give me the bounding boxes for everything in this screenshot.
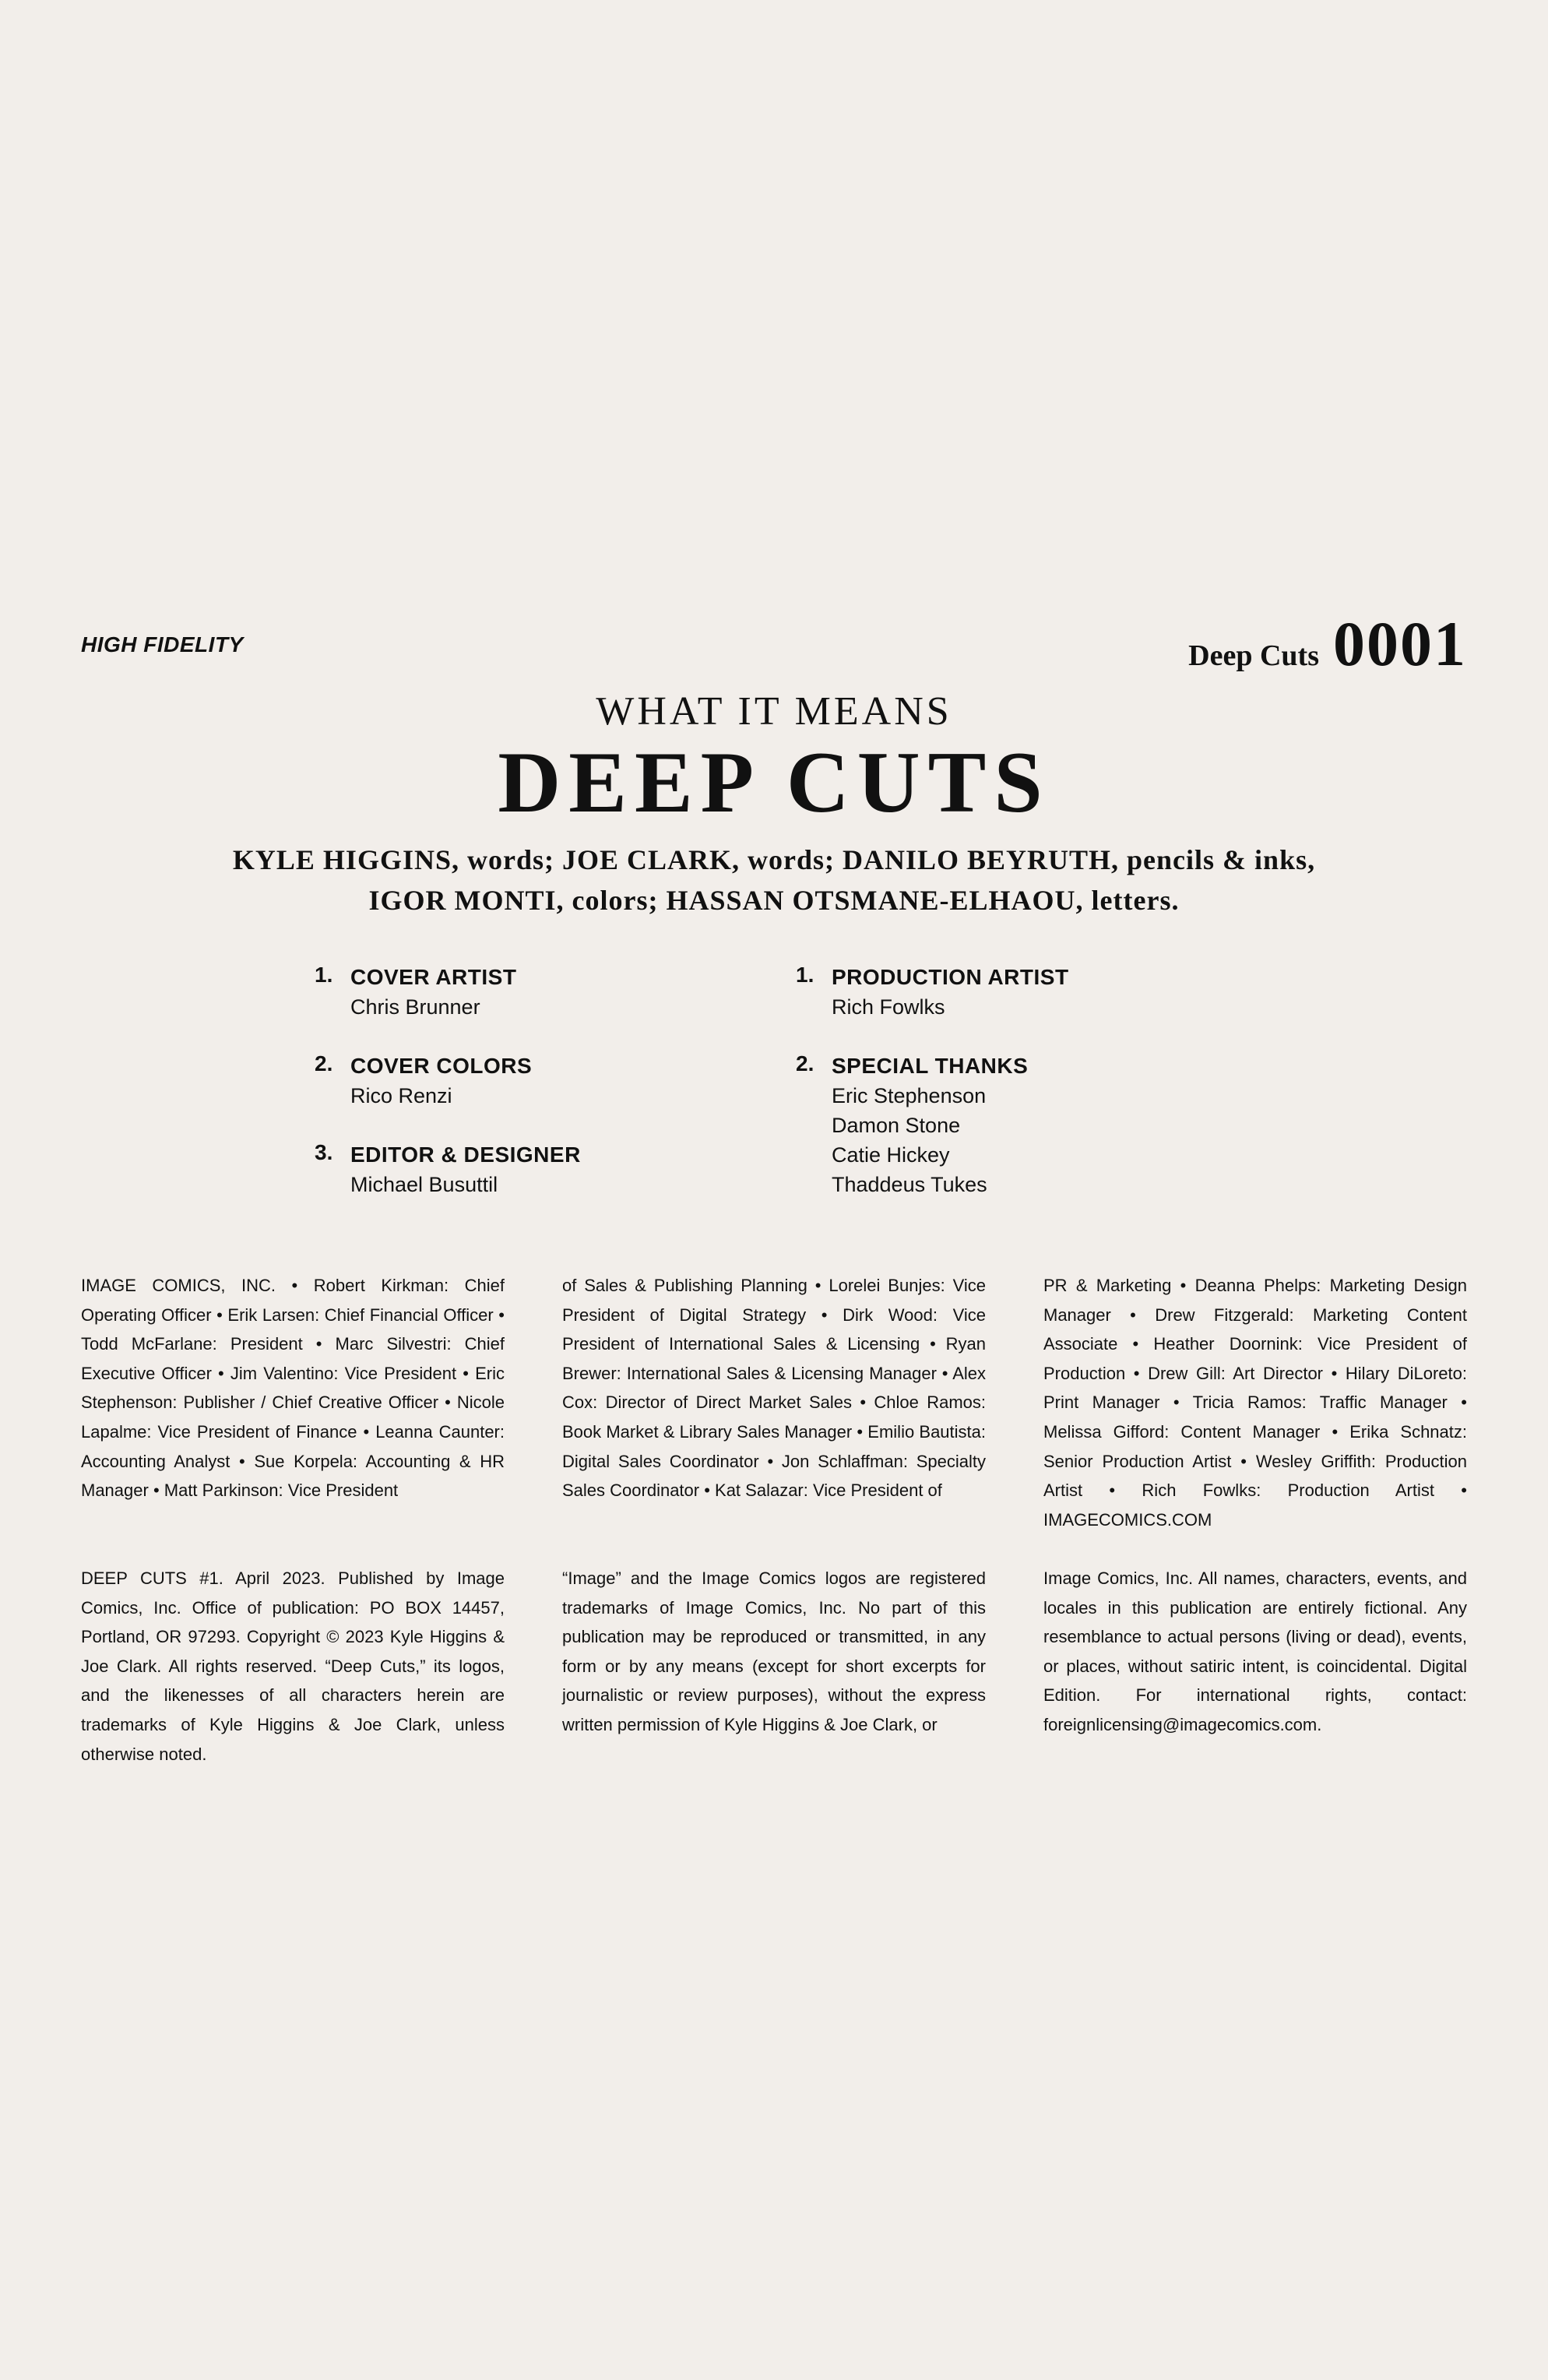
contributor-name: Rico Renzi (350, 1084, 452, 1107)
item-number: 3. (315, 1140, 333, 1164)
page-title: DEEP CUTS (498, 734, 1050, 831)
list-item (315, 1051, 581, 1111)
role-heading: COVER COLORS (350, 1054, 533, 1078)
list-item (796, 1051, 1069, 1199)
contributor-name: Eric Stephenson (832, 1084, 987, 1107)
contributors-list-left (315, 963, 581, 1229)
list-item (796, 963, 1069, 1022)
role-heading: PRODUCTION ARTIST (832, 965, 1069, 989)
role-heading: COVER ARTIST (350, 965, 517, 989)
issue-number: 0001 (1333, 608, 1467, 679)
series-label: HIGH FIDELITY (81, 632, 244, 657)
contributor-name: Damon Stone (832, 1114, 961, 1137)
legal-notice-col-2: “Image” and the Image Comics logos are registered trademarks of Image Comics, Inc. No part of this publication may be reproduced or transmitted, in any form or by any means (except for short excerpts for journalistic or review purposes), without the express written permission of Kyle Higgins & Joe Clark, or (562, 1568, 986, 1734)
item-number: 1. (315, 963, 333, 987)
creator-credits (156, 840, 1392, 921)
list-item (315, 1140, 581, 1199)
legal-notice-col-1: DEEP CUTS #1. April 2023. Published by Image Comics, Inc. Office of publication: PO BOX 14457, Portland, OR 97293. Copyright © 2023 Kyle Higgins & Joe Clark. All rights reserved. “Deep Cuts,” its logos, and the likenesses of all characters herein are trademarks of Kyle Higgins & Joe Clark, unless otherwise noted. (81, 1568, 505, 1764)
credits-line-1: KYLE HIGGINS, words; JOE CLARK, words; DANILO BEYRUTH, pencils & inks, (232, 844, 1316, 875)
item-number: 2. (796, 1051, 814, 1076)
role-heading: SPECIAL THANKS (832, 1054, 1029, 1078)
issue-block (1188, 608, 1467, 679)
story-kicker: WHAT IT MEANS (596, 689, 952, 734)
credits-line-2: IGOR MONTI, colors; HASSAN OTSMANE-ELHAOU, letters. (368, 885, 1180, 916)
legal-notice-col-3: Image Comics, Inc. All names, characters, events, and locales in this publication are entirely fictional. Any resemblance to actual persons (living or dead), events, or places, without satiric intent, is coincidental. Digital Edition. For international rights, contact: foreignlicensing@imagecomics.com. (1043, 1568, 1467, 1734)
contributors-list-right (796, 963, 1069, 1229)
contributor-name: Rich Fowlks (832, 995, 945, 1019)
publisher-staff-col-3: PR & Marketing • Deanna Phelps: Marketing Design Manager • Drew Fitzgerald: Marketing Content Associate • Heather Doornink: Vice President of Production • Drew Gill: Art Director • Hilary DiLoreto: Print Manager • Tricia Ramos: Traffic Manager • Melissa Gifford: Content Manager • Erika Schnatz: Senior Production Artist • Wesley Griffith: Production Artist • Rich Fowlks: Production Artist • IMAGECOMICS.COM (1043, 1276, 1467, 1530)
item-number: 2. (315, 1051, 333, 1076)
contributor-name: Michael Busuttil (350, 1173, 498, 1196)
contributor-name: Catie Hickey (832, 1143, 950, 1167)
publisher-staff-col-1: IMAGE COMICS, INC. • Robert Kirkman: Chief Operating Officer • Erik Larsen: Chief Financial Officer • Todd McFarlane: President • Marc Silvestri: Chief Executive Officer • Jim Valentino: Vice President • Eric Stephenson: Publisher / Chief Creative Officer • Nicole Lapalme: Vice President of Finance • Leanna Caunter: Accounting Analyst • Sue Korpela: Accounting & HR Manager • Matt Parkinson: Vice President (81, 1276, 505, 1501)
issue-label: Deep Cuts (1188, 639, 1319, 672)
role-heading: EDITOR & DESIGNER (350, 1142, 581, 1167)
item-number: 1. (796, 963, 814, 987)
list-item (315, 963, 581, 1022)
contributor-name: Thaddeus Tukes (832, 1173, 987, 1196)
contributor-name: Chris Brunner (350, 995, 480, 1019)
publisher-staff-col-2: of Sales & Publishing Planning • Lorelei Bunjes: Vice President of Digital Strategy • Dirk Wood: Vice President of International Sales & Licensing • Ryan Brewer: International Sales & Licensing Manager • Alex Cox: Director of Direct Market Sales • Chloe Ramos: Book Market & Library Sales Manager • Emilio Bautista: Digital Sales Coordinator • Jon Schlaffman: Specialty Sales Coordinator • Kat Salazar: Vice President of (562, 1276, 986, 1501)
